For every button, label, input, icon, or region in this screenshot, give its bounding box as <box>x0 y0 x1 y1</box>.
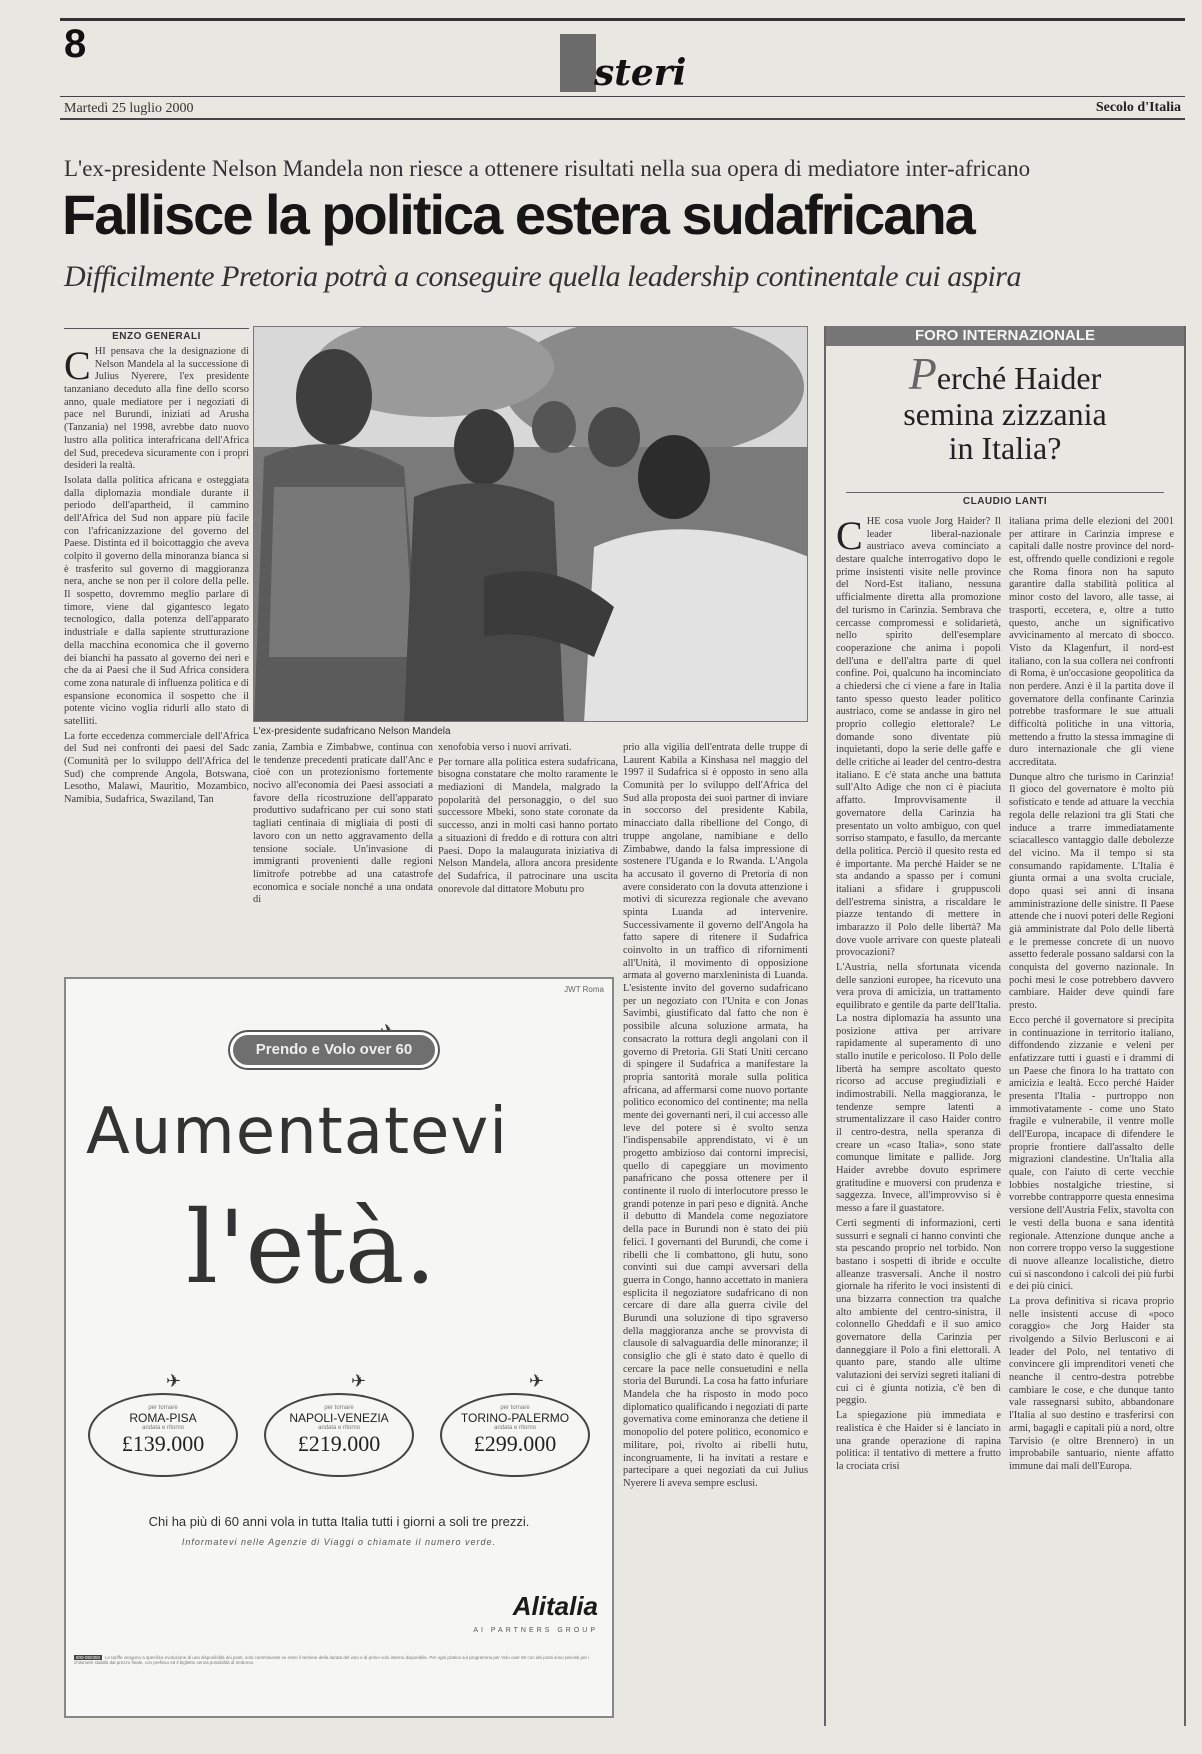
paragraph: xenofobia verso i nuovi arrivati. <box>438 742 572 753</box>
section-initial-block <box>560 34 596 92</box>
article-kicker: L'ex-presidente Nelson Mandela non riesce a ottenere risultati nella sua opera di mediatore inter-africano <box>64 156 1031 181</box>
route-price: £219.000 <box>297 1431 381 1456</box>
sidebar-column-2 <box>1009 516 1174 1721</box>
ad-credit: JWT Roma <box>564 985 604 994</box>
route-name: NAPOLI-VENEZIA <box>289 1411 389 1425</box>
mandela-photo <box>253 326 808 722</box>
alitalia-logo-sub: AI PARTNERS GROUP <box>473 1627 598 1634</box>
route-name: ROMA-PISA <box>129 1411 197 1425</box>
article-column-4 <box>623 742 808 1727</box>
article-column-1 <box>64 346 249 976</box>
paragraph: Certi segmenti di informazioni, certi sussurri e segnali ci hanno convinti che sta pescando proprio nel torbido. Non bastano i sospetti di ibride e occulte alleanze trasversali. Anche il nostro giornale ha riferito le voci insistenti di una bizzarra connection tra qualche alto ambiente del centro-sinistra, il colonnello Gheddafi e il suo amico governatore della Carinzia per danneggiare il Polo a fini elettorali. A quanto pare, stando alle ultime valutazioni dei servizi segreti italiani di cui ci è giunta notizia, c'è ben di peggio. <box>836 1217 1001 1407</box>
ad-headline-line2: l'età. <box>186 1189 437 1306</box>
photo-caption: L'ex-presidente sudafricano Nelson Mandela <box>253 726 451 737</box>
photo-illustration <box>254 327 808 722</box>
paragraph: Dunque altro che turismo in Carinzia! Il gioco del governatore è molto più sofisticato e tende ad attuare la vecchia regola delle relazioni tra gli Stati che induce a trarre immediatamente sciacallesco vantaggio dalle debolezze del vicino. Ma il tempo si sta consumando rapidamente. L'Italia è giunta ormai a una svolta cruciale, dopo quasi sei anni di insana amministrazione delle sinistre. Il Paese attende che i nuovi poteri delle Regioni già amministrate dal Polo delle libertà e le premesse concrete di un nuovo assetto federale possano saldarsi con la conquista del governo nazionale. In pochi mesi le cose potrebbero davvero cambiare. Haider deve quindi fare presto. <box>1009 771 1174 1012</box>
foro-internazionale-box <box>824 326 1186 1726</box>
paragraph: La spiegazione più immediata e realistica è che Haider si è lanciato in una grande operazione di rapina politica: il tentativo di mettere a frutto la crociata crisi <box>836 1410 1001 1472</box>
ad-headline-line1: Aumentatevi <box>86 1095 509 1169</box>
route-price: £139.000 <box>121 1431 205 1456</box>
sidebar-title: Perché Haider semina zizzania in Italia? <box>903 348 1107 466</box>
masthead: Secolo d'Italia <box>1095 100 1181 115</box>
route-offer: per tornare TORINO-PALERMO andata e ritorno £299.000 <box>440 1393 590 1477</box>
drop-cap: C <box>64 346 91 388</box>
paragraph: italiana prima delle elezioni del 2001 per attirare in Carinzia imprese e capitali dalle nostre province del nord-est, offrendo quelle condizioni e regole che Roma finora non ha saputo garantire dalla stabilità politica al minor costo del lavoro, alle tasse, ai trasporti, eccetera, e, oltre a tutto questo, anche un significativo avvicinamento al mercato di sbocco. Visto da Klagenfurt, il nord-est italiano, con la sua collera nei confronti di Roma, è un'occasione geopolitica da non perdere. Anzi è il la partita dove il governatore della confinante Carinzia potrebbe trasformare le sue attuali difficoltà politiche in una vittoria, mettendo a frutto la stessa immagine di duro internazionale che gli viene accreditata. <box>1009 516 1174 769</box>
sidebar-label: FORO INTERNAZIONALE <box>826 326 1184 346</box>
top-rule <box>60 18 1185 21</box>
plane-icon: ✈ <box>351 1371 367 1392</box>
paragraph: Per tornare alla politica estera sudafricana, bisogna constatare che molto raramente le mediazioni di Mandela, malgrado la popolarità del personaggio, o del suo successore Mbeki, sono state coronate da successo, anzi in molti casi hanno portato a situazioni di freddo e di rottura con altri Paesi. Dopo la malaugurata iniziativa di Nelson Mandela, allora ancora presidente del Sudafrica, il patrocinare una uscita onorevole dal dittatore Mobutu pro <box>438 756 618 895</box>
section-title <box>560 34 700 94</box>
prendo-e-volo-badge: Prendo e Volo over 60 <box>230 1032 438 1068</box>
ad-info: Informatevi nelle Agenzie di Viaggi o chiamate il numero verde. <box>181 1537 497 1547</box>
paragraph: La prova definitiva si ricava proprio nelle insistenti accuse di «poco coraggio» che Jorg Haider sta rivolgendo a Silvio Berlusconi e ai leader del Polo, nel tentativo di convincere gli imprenditori veneti che neanche il centro-destra potrebbe cambiare le cose, e che dunque tanto vale rassegnarsi subito, abbandonare l'Italia al suo destino e trasferirsi con armi, bagagli e capitali più a nord, oltre Tarvisio (e oltre Brennero) in un improbabile santuario, niente affatto immune dai mali dell'Europa. <box>1009 1295 1174 1472</box>
article-headline: Fallisce la politica estera sudafricana <box>62 183 974 246</box>
sidebar-rule <box>846 492 1164 493</box>
alitalia-advertisement[interactable] <box>64 977 614 1718</box>
paragraph: CHE cosa vuole Jorg Haider? Il leader liberal-nazionale austriaco aveva cominciato a destare qualche interrogativo dopo le prime insistenti visite nelle province del Nord-Est italiano, nessuna ufficialmente diretta alla promozione del turismo in Carinzia. Sembrava che cercasse compromessi e solidarietà, nello spirito dell'esemplare cooperazione che anima i popoli dell'una e dell'altra parte di quel confine. Poi, qualcuno ha incominciato a chiedersi che ci viene a fare in Italia tanto spesso questo leader politico austriaco, come se andasse in giro nel proprio collegio elettorale? Le domande sono diventate più inquietanti, dopo la serie delle gaffe e delle critiche ai leader del centro-destra italiano. E c'è stata anche una battuta sull'Alto Adige che non ci è piaciuta affatto. Improvvisamente il governatore della Carinzia ha presentato un volto ambiguo, con quel sorriso stampato, e fasullo, da mercante della politica. Perciò il quesito resta ed è importante. Ma perché Haider se ne sta andando a spasso per i comuni italiani a sfidare i gruppuscoli dell'estrema sinistra, a riscaldare le piazze tentando di mettere in imbarazzo il Polo delle libertà? Ma dove vuole arrivare con queste plateali provocazioni? <box>836 516 1001 959</box>
section-title-text: steri <box>594 52 687 94</box>
route-offer: per tornare ROMA-PISA andata e ritorno £139.000 <box>88 1393 238 1477</box>
paragraph: CHI pensava che la designazione di Nelson Mandela al la successione di Julius Nyerere, l'ex presidente tanzaniano deceduto alla fine dello scorso anno, quale mediatore per i negoziati di pace nel Burundi, iniziati ad Arusha (Tanzania) nel 1998, avrebbe dato nuovo lustro alla politica interafricana dell'Africa del Sud, precedeva sicuramente con i propri desideri la realtà. <box>64 346 249 472</box>
route-price: £299.000 <box>473 1431 557 1456</box>
article-column-2 <box>253 742 433 976</box>
dateline <box>60 96 1185 120</box>
paragraph: Ecco perché il governatore si precipita in continuazione in territorio italiano, diffondendo zizzanie e veleni per enfatizzare tutti i guasti e i drammi di un Paese che finora lo ha trattato con amicizia e lealtà. Ecco perché Haider presenta l'Italia - purtroppo non immotivatamente - come uno Stato fragile e vulnerabile, il ventre molle dell'Europa, incapace di difendere le proprie frontiere dall'assalto delle migrazioni clandestine. Un'Italia alla quale, con l'aiuto di certe vecchie lobbies nostalgiche triestine, si vorrebbe contrapporre questa ennesima versione dell'Austria Felix, stavolta con le vesti della buona e sana identità regionale. Attenzione dunque anche a non correre troppo verso la suggestione di nuove alleanze localistiche, dietro cui si nascondono i calcoli dei più furbi e dei più cinici. <box>1009 1014 1174 1293</box>
plane-icon: ✈ <box>529 1371 545 1392</box>
issue-date: Martedì 25 luglio 2000 <box>64 101 194 116</box>
paragraph: La forte eccedenza commerciale dell'Africa del Sud nei confronti dei paesi del Sadc (Comunità per lo sviluppo dell'Africa del Sud) che comprende Angola, Botswana, Lesotho, Malawi, Mauritio, Mozambico, Namibia, Sudafrica, Swaziland, Tan <box>64 730 249 806</box>
route-offer: per tornare NAPOLI-VENEZIA andata e ritorno £219.000 <box>264 1393 414 1477</box>
sidebar-column-1 <box>836 516 1001 1721</box>
paragraph: Isolata dalla politica africana e osteggiata dalla diplomazia mondiale durante il periodo dell'apartheid, il cammino dell'Africa del Sud non appare più facile con l'africanizzazione del governo del Paese. Distinta ed il boicottaggio che aveva colpito il governo della minoranza bianca si è trasferito sul governo di maggioranza nera, anche se non per il colore della pelle. Il sospetto, dovremmo meglio parlare di timore, viene dal gigantesco legato tecnologico, dalla potenza dell'apparato industriale e dalla sapiente strutturazione della macchina economica che il governo dei bianchi ha passato al governo dei neri e che da ai Paesi che il Sud Africa considera come zona naturale di influenza politica e di espansione economica il sospetto che il potente vicino voglia ridurli allo stato di satelliti. <box>64 474 249 727</box>
ad-tagline: Chi ha più di 60 anni vola in tutta Italia tutti i giorni a soli tre prezzi. <box>148 1514 530 1529</box>
article-column-3 <box>438 742 618 976</box>
paragraph: zania, Zambia e Zimbabwe, continua con le tendenze precedenti praticate dall'Anc e cioè con un protezionismo fortemente nocivo all'economia dei Paesi associati a favore della ricostruzione dell'apparato produttivo sudafricano per cui sono stati tagliati centinaia di migliaia di posti di lavoro con un netto aggravamento della tensione sociale. Un'invasione di immigranti provenienti dalle regioni limitrofe potrebbe ad una catastrofe economica e sociale nonché a una ondata di <box>253 742 433 906</box>
article-byline: ENZO GENERALI <box>64 328 249 342</box>
ad-fine-print: 800-050350 Le tariffe vengono a specifica evoluzione di una disponibilità dei posti, solo commisurate se entro il termine della durata del volo e di primo volo interno disponibile. Per ogni pratica sul programma per Volo over 60 con dei posti sono previsti per i chilometri stabiliti dal prezzo finale, con prefisso ed il biglietto senza possibilità di rimborso. <box>74 1655 590 1666</box>
article-subhead: Difficilmente Pretoria potrà a conseguire quella leadership continentale cui aspira <box>64 260 1021 293</box>
plane-icon: ✈ <box>166 1371 182 1392</box>
paragraph: L'Austria, nella sfortunata vicenda delle sanzioni europee, ha ricevuto una vera prova di amicizia, un trattamento equilibrato e gentile da parte dell'Italia. La nostra diplomazia ha assunto una posizione attiva per arrivare rapidamente al superamento di uno stallo inutile e pericoloso. Il Polo delle libertà ha sempre ascoltato questo ricorso ad accuse pregiudiziali e indimostrabili. Nella maggioranza, le tendenze sempre latenti a strumentalizzare il caso Haider contro il centro-destra, nella speranza di creare un «caso Italia», sono state comunque limitate e pallide. Jorg Haider avrebbe dovuto esprimere gratitudine e muoversi con prudenza e saggezza. Invece, all'improvviso si è messo a fare il guastatore. <box>836 962 1001 1215</box>
paragraph: prio alla vigilia dell'entrata delle truppe di Laurent Kabila a Kinshasa nel maggio del 1997 il Sudafrica si è opposto in seno alla Comunità per lo sviluppo dell'Africa del Sud alla proposta dei suoi partner di inviare in soccorso del presidente Kabila, minacciato dalla ribellione del Congo, di truppe angolane, namibiane e dello Zimbabwe, dando la falsa impressione di sostenere l'Uganda e lo Rwanda. L'Angola ha accusato il governo di Pretoria di non avere considerato con la dovuta attenzione i motivi di sicurezza regionale che avevano spinta Luanda ad intervenire. Successivamente il governo dell'Angola ha fatto sapere di ritenere il Sudafrica coinvolto in un traffico di rifornimenti all'Unità, il movimento di opposizione armata al governo marxleninista di Luanda. L'esistente invito del governo sudafricano per un negoziato con l'Unita e con Jonas Savimbi, giustificato dal fatto che non è possibile alcuna soluzione armata, ha consacrato la rottura degli angolani con il governo di Pretoria. Gli Stati Uniti cercano di spingere il Sudafrica a manifestare la propria santorità morale sulla politica africana, ad affermarsi come nuovo portante politico economico del continente; ma nella mente dei governanti neri, il cui accesso alle leve del potere si è svolto senza l'indispensabile apprendistato, vi è un progetto ambizioso dai contorni imprecisi, quello di capeggiare un movimento panafricano che possa ottenere per il continente il ruolo di interlocutore presso le grandi potenze in pari peso e dignità. Anche il debutto di Mandela come negoziatore della pace in Burundi non è stato dei più felici. I governanti del Burundi, che come i ribelli che li combattono, gli hutu, sono convinti sui due campi avversari della guerra in Congo, hanno accettato in maniera esplicita il negoziatore sudafricano di non cercare di dare alla guerra civile del Burundi una soluzione di tipo sgraverso della maggioranza anche se provvista di clausole di salvaguardia delle minoranze; il consiglio che gli è stato dato è quello di cercare la pace nelle consuetudini e nella storia del Burundi. La cosa ha fatto infuriare Mandela che ha risposto in modo poco diplomatico qualificando i negoziati di parte governativa come eminoranza che detiene il monopolio del potere politico, economico e militare, poi, rivolto ai ribelli hutu, incongruamente, li ha invitati a restare e partecipare a quei negoziati da cui Julius Nyerere li aveva sempre esclusi. <box>623 742 808 1489</box>
sidebar-byline: CLAUDIO LANTI <box>962 496 1048 507</box>
alitalia-logo: Alitalia <box>512 1591 598 1621</box>
toll-free-badge: 800-050350 <box>76 1655 101 1660</box>
route-name: TORINO-PALERMO <box>460 1411 570 1425</box>
page-number: 8 <box>64 22 87 66</box>
drop-cap: C <box>836 516 863 558</box>
